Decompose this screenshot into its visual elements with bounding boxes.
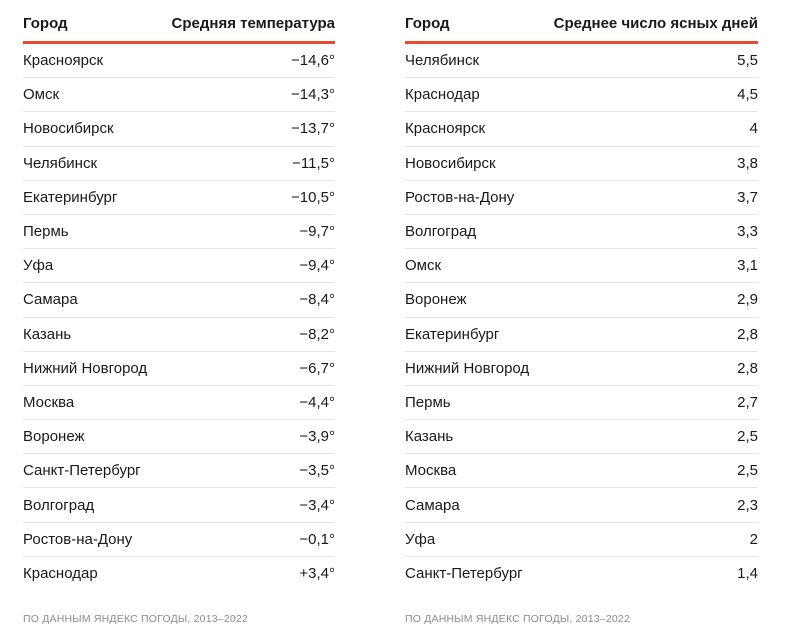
- table-row: [405, 249, 758, 283]
- city-name: Омск: [23, 86, 60, 104]
- temperature-source-caption: ПО ДАННЫМ ЯНДЕКС ПОГОДЫ, 2013–2022: [23, 613, 248, 625]
- city-name: Санкт-Петербург: [405, 565, 523, 583]
- row-value: 3,1: [737, 257, 758, 275]
- table-row: [405, 523, 758, 557]
- city-name: Нижний Новгород: [23, 359, 148, 377]
- city-name: Казань: [23, 325, 72, 343]
- city-name: Красноярск: [405, 120, 486, 138]
- row-value: −3,4°: [299, 496, 335, 514]
- table-row: [405, 215, 758, 249]
- row-value: −11,5°: [292, 154, 335, 172]
- city-name: Красноярск: [23, 52, 104, 70]
- row-value: −4,4°: [299, 393, 335, 411]
- row-value: 3,8: [737, 154, 758, 172]
- row-value: 2,5: [737, 462, 758, 480]
- table-row: [23, 78, 335, 112]
- city-name: Краснодар: [405, 86, 480, 104]
- temperature-table: [23, 6, 335, 591]
- temperature-table-header: [23, 6, 335, 44]
- city-name: Уфа: [23, 257, 54, 275]
- table-row: [23, 283, 335, 317]
- table-row: [23, 147, 335, 181]
- table-row: [23, 488, 335, 522]
- city-name: Воронеж: [23, 428, 85, 446]
- temperature-table-body: [23, 44, 335, 591]
- column-header-avg-sunny-days: Среднее число ясных дней: [553, 15, 758, 32]
- table-row: [405, 181, 758, 215]
- sunny-days-source-caption: ПО ДАННЫМ ЯНДЕКС ПОГОДЫ, 2013–2022: [405, 613, 630, 625]
- city-name: Москва: [405, 462, 457, 480]
- table-row: [405, 147, 758, 181]
- table-row: [23, 523, 335, 557]
- city-name: Самара: [23, 291, 78, 309]
- row-value: 3,7: [737, 188, 758, 206]
- city-name: Екатеринбург: [23, 188, 118, 206]
- city-name: Воронеж: [405, 291, 467, 309]
- city-name: Новосибирск: [23, 120, 114, 138]
- city-name: Самара: [405, 496, 460, 514]
- sunny-days-table: [405, 6, 758, 591]
- row-value: −9,4°: [299, 257, 335, 275]
- row-value: 2,9: [737, 291, 758, 309]
- row-value: +3,4°: [299, 565, 335, 583]
- table-row: [405, 557, 758, 591]
- city-name: Омск: [405, 257, 442, 275]
- column-header-city: Город: [405, 15, 450, 32]
- row-value: −0,1°: [299, 530, 335, 548]
- city-name: Волгоград: [23, 496, 95, 514]
- column-header-avg-temperature: Средняя температура: [171, 15, 335, 32]
- table-row: [23, 420, 335, 454]
- row-value: 2,8: [737, 359, 758, 377]
- row-value: −3,5°: [299, 462, 335, 480]
- sunny-days-table-header: [405, 6, 758, 44]
- row-value: 4: [749, 120, 758, 138]
- row-value: 5,5: [737, 52, 758, 70]
- row-value: −13,7°: [291, 120, 335, 138]
- table-row: [23, 352, 335, 386]
- table-row: [405, 386, 758, 420]
- table-row: [23, 181, 335, 215]
- table-row: [405, 78, 758, 112]
- city-name: Пермь: [23, 223, 69, 241]
- row-value: 4,5: [737, 86, 758, 104]
- row-value: 2,5: [737, 428, 758, 446]
- table-row: [405, 420, 758, 454]
- table-row: [405, 283, 758, 317]
- row-value: −14,6°: [291, 52, 335, 70]
- table-row: [23, 318, 335, 352]
- row-value: −3,9°: [299, 428, 335, 446]
- table-row: [23, 454, 335, 488]
- table-row: [23, 249, 335, 283]
- row-value: 3,3: [737, 223, 758, 241]
- column-header-city: Город: [23, 15, 68, 32]
- table-row: [23, 215, 335, 249]
- sunny-days-table-body: [405, 44, 758, 591]
- table-row: [405, 112, 758, 146]
- city-name: Новосибирск: [405, 154, 496, 172]
- row-value: 1,4: [737, 565, 758, 583]
- table-row: [23, 44, 335, 78]
- city-name: Волгоград: [405, 223, 477, 241]
- city-name: Челябинск: [23, 154, 98, 172]
- table-row: [405, 352, 758, 386]
- city-name: Нижний Новгород: [405, 359, 530, 377]
- row-value: −8,2°: [299, 325, 335, 343]
- table-row: [405, 318, 758, 352]
- row-value: −10,5°: [291, 188, 335, 206]
- city-name: Краснодар: [23, 565, 98, 583]
- row-value: −8,4°: [299, 291, 335, 309]
- row-value: −9,7°: [299, 223, 335, 241]
- city-name: Ростов-на-Дону: [23, 530, 133, 548]
- table-row: [23, 386, 335, 420]
- table-row: [405, 488, 758, 522]
- city-name: Челябинск: [405, 52, 480, 70]
- city-name: Екатеринбург: [405, 325, 500, 343]
- row-value: 2,3: [737, 496, 758, 514]
- table-row: [405, 44, 758, 78]
- row-value: 2: [749, 530, 758, 548]
- city-name: Уфа: [405, 530, 436, 548]
- table-row: [405, 454, 758, 488]
- row-value: 2,7: [737, 393, 758, 411]
- row-value: −6,7°: [299, 359, 335, 377]
- city-name: Пермь: [405, 393, 451, 411]
- city-name: Ростов-на-Дону: [405, 188, 515, 206]
- city-name: Санкт-Петербург: [23, 462, 141, 480]
- city-name: Москва: [23, 393, 75, 411]
- row-value: 2,8: [737, 325, 758, 343]
- table-row: [23, 112, 335, 146]
- city-name: Казань: [405, 428, 454, 446]
- table-row: [23, 557, 335, 591]
- row-value: −14,3°: [291, 86, 335, 104]
